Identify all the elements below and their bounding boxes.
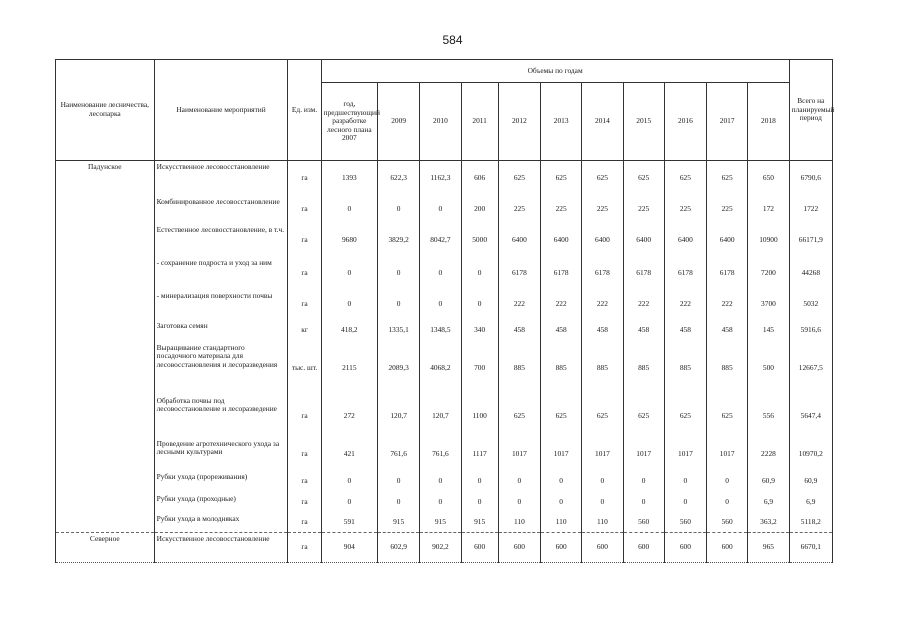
value-cell: 340 — [461, 320, 498, 342]
forestry-name-cell: Падунское — [56, 161, 155, 196]
value-cell: 6178 — [498, 257, 540, 290]
value-cell: 8042,7 — [420, 224, 461, 257]
table-row — [56, 290, 833, 320]
value-cell: 0 — [420, 196, 461, 224]
value-cell: 1335,1 — [378, 320, 420, 342]
value-cell: 6178 — [664, 257, 706, 290]
unit-cell: га — [288, 224, 321, 257]
value-cell: 0 — [582, 471, 623, 493]
header-activity: Наименование мероприятий — [154, 60, 288, 161]
value-cell: 1117 — [461, 438, 498, 471]
value-cell: 625 — [707, 395, 748, 438]
value-cell: 915 — [378, 513, 420, 533]
value-cell: 0 — [461, 471, 498, 493]
value-cell: 600 — [498, 533, 540, 563]
value-cell: 2115 — [321, 342, 377, 395]
header-prev-year: год, предшествующий разработке лесного плана 2007 — [321, 83, 377, 161]
value-cell: 0 — [707, 471, 748, 493]
unit-cell: га — [288, 471, 321, 493]
value-cell: 625 — [541, 395, 582, 438]
total-cell: 66171,9 — [789, 224, 832, 257]
value-cell: 6178 — [582, 257, 623, 290]
value-cell: 6400 — [707, 224, 748, 257]
value-cell: 110 — [498, 513, 540, 533]
value-cell: 145 — [748, 320, 789, 342]
value-cell: 885 — [664, 342, 706, 395]
value-cell: 885 — [582, 342, 623, 395]
activity-cell: - минерализация поверхности почвы — [154, 290, 288, 320]
activity-cell: Искусственное лесовосстановление — [154, 533, 288, 563]
value-cell: 0 — [321, 196, 377, 224]
value-cell: 222 — [541, 290, 582, 320]
value-cell: 902,2 — [420, 533, 461, 563]
table-row — [56, 342, 833, 395]
forestry-name-cell — [56, 224, 155, 257]
unit-cell: га — [288, 257, 321, 290]
forestry-name-cell — [56, 395, 155, 438]
value-cell: 458 — [541, 320, 582, 342]
value-cell: 1017 — [582, 438, 623, 471]
value-cell: 1017 — [623, 438, 664, 471]
header-year: 2016 — [664, 83, 706, 161]
value-cell: 6400 — [664, 224, 706, 257]
unit-cell: кг — [288, 320, 321, 342]
total-cell: 44268 — [789, 257, 832, 290]
value-cell: 9680 — [321, 224, 377, 257]
table-row — [56, 224, 833, 257]
forestry-name-cell — [56, 290, 155, 320]
value-cell: 0 — [378, 196, 420, 224]
activity-cell: Рубки ухода (проходные) — [154, 493, 288, 513]
value-cell: 622,3 — [378, 161, 420, 196]
value-cell: 458 — [707, 320, 748, 342]
value-cell: 0 — [378, 290, 420, 320]
value-cell: 600 — [623, 533, 664, 563]
value-cell: 2089,3 — [378, 342, 420, 395]
forest-activities-table — [55, 59, 833, 563]
forestry-name-cell — [56, 342, 155, 395]
value-cell: 650 — [748, 161, 789, 196]
value-cell: 625 — [541, 161, 582, 196]
value-cell: 761,6 — [420, 438, 461, 471]
value-cell: 915 — [420, 513, 461, 533]
value-cell: 0 — [420, 493, 461, 513]
value-cell: 625 — [582, 395, 623, 438]
value-cell: 272 — [321, 395, 377, 438]
value-cell: 0 — [378, 471, 420, 493]
activity-cell: Выращивание стандартного посадочного материала для лесовосстановления и лесоразведения — [154, 342, 288, 395]
value-cell: 625 — [498, 161, 540, 196]
value-cell: 0 — [582, 493, 623, 513]
table-row — [56, 320, 833, 342]
table-row — [56, 438, 833, 471]
value-cell: 363,2 — [748, 513, 789, 533]
total-cell: 10970,2 — [789, 438, 832, 471]
value-cell: 6178 — [541, 257, 582, 290]
header-year: 2018 — [748, 83, 789, 161]
forestry-name-cell: Северное — [56, 533, 155, 563]
unit-cell: га — [288, 161, 321, 196]
activity-cell: Проведение агротехнического ухода за лесными культурами — [154, 438, 288, 471]
table-row — [56, 513, 833, 533]
header-year: 2011 — [461, 83, 498, 161]
value-cell: 6178 — [623, 257, 664, 290]
value-cell: 421 — [321, 438, 377, 471]
total-cell: 60,9 — [789, 471, 832, 493]
value-cell: 7200 — [748, 257, 789, 290]
value-cell: 602,9 — [378, 533, 420, 563]
value-cell: 560 — [664, 513, 706, 533]
value-cell: 0 — [498, 471, 540, 493]
page-number: 584 — [442, 33, 463, 47]
value-cell: 60,9 — [748, 471, 789, 493]
value-cell: 1393 — [321, 161, 377, 196]
value-cell: 110 — [582, 513, 623, 533]
value-cell: 625 — [498, 395, 540, 438]
value-cell: 222 — [664, 290, 706, 320]
activity-cell: - сохранение подроста и уход за ним — [154, 257, 288, 290]
value-cell: 0 — [623, 471, 664, 493]
value-cell: 0 — [321, 471, 377, 493]
value-cell: 6400 — [498, 224, 540, 257]
value-cell: 500 — [748, 342, 789, 395]
unit-cell: га — [288, 196, 321, 224]
value-cell: 5000 — [461, 224, 498, 257]
value-cell: 6400 — [582, 224, 623, 257]
value-cell: 885 — [498, 342, 540, 395]
total-cell: 5916,6 — [789, 320, 832, 342]
forestry-name-cell — [56, 438, 155, 471]
value-cell: 0 — [321, 290, 377, 320]
value-cell: 458 — [498, 320, 540, 342]
header-year: 2010 — [420, 83, 461, 161]
forestry-name-cell — [56, 471, 155, 493]
forestry-name-cell — [56, 196, 155, 224]
value-cell: 625 — [664, 395, 706, 438]
total-cell: 6670,1 — [789, 533, 832, 563]
total-cell: 5647,4 — [789, 395, 832, 438]
value-cell: 120,7 — [378, 395, 420, 438]
value-cell: 0 — [420, 290, 461, 320]
value-cell: 225 — [623, 196, 664, 224]
activity-cell: Естественное лесовосстановление, в т.ч. — [154, 224, 288, 257]
header-volumes: Объемы по годам — [321, 60, 789, 83]
total-cell: 1722 — [789, 196, 832, 224]
unit-cell: га — [288, 290, 321, 320]
table-row — [56, 257, 833, 290]
value-cell: 600 — [664, 533, 706, 563]
table-row — [56, 471, 833, 493]
header-year: 2015 — [623, 83, 664, 161]
value-cell: 222 — [707, 290, 748, 320]
value-cell: 225 — [541, 196, 582, 224]
value-cell: 172 — [748, 196, 789, 224]
table-row — [56, 196, 833, 224]
value-cell: 1348,5 — [420, 320, 461, 342]
total-cell: 12667,5 — [789, 342, 832, 395]
total-cell: 5118,2 — [789, 513, 832, 533]
value-cell: 560 — [623, 513, 664, 533]
value-cell: 225 — [707, 196, 748, 224]
unit-cell: га — [288, 533, 321, 563]
value-cell: 915 — [461, 513, 498, 533]
value-cell: 600 — [582, 533, 623, 563]
value-cell: 0 — [420, 471, 461, 493]
value-cell: 10900 — [748, 224, 789, 257]
table-row — [56, 533, 833, 563]
activity-cell: Рубки ухода (прореживания) — [154, 471, 288, 493]
value-cell: 458 — [623, 320, 664, 342]
value-cell: 1017 — [707, 438, 748, 471]
header-year: 2014 — [582, 83, 623, 161]
value-cell: 0 — [623, 493, 664, 513]
value-cell: 885 — [707, 342, 748, 395]
unit-cell: га — [288, 493, 321, 513]
activity-cell: Комбинированное лесовосстановление — [154, 196, 288, 224]
value-cell: 222 — [623, 290, 664, 320]
forestry-name-cell — [56, 493, 155, 513]
value-cell: 1017 — [498, 438, 540, 471]
value-cell: 1017 — [664, 438, 706, 471]
value-cell: 458 — [664, 320, 706, 342]
value-cell: 761,6 — [378, 438, 420, 471]
value-cell: 0 — [461, 257, 498, 290]
activity-cell: Рубки ухода в молодняках — [154, 513, 288, 533]
value-cell: 0 — [461, 290, 498, 320]
value-cell: 904 — [321, 533, 377, 563]
forestry-name-cell — [56, 320, 155, 342]
unit-cell: га — [288, 438, 321, 471]
unit-cell: га — [288, 513, 321, 533]
table-row — [56, 395, 833, 438]
header-total: Всего на планируемый период — [789, 60, 832, 161]
forestry-name-cell — [56, 513, 155, 533]
total-cell: 6,9 — [789, 493, 832, 513]
activity-cell: Искусственное лесовосстановление — [154, 161, 288, 196]
value-cell: 1162,3 — [420, 161, 461, 196]
value-cell: 0 — [664, 493, 706, 513]
value-cell: 222 — [582, 290, 623, 320]
value-cell: 4068,2 — [420, 342, 461, 395]
total-cell: 6790,6 — [789, 161, 832, 196]
value-cell: 6,9 — [748, 493, 789, 513]
value-cell: 0 — [321, 493, 377, 513]
value-cell: 225 — [582, 196, 623, 224]
table-row — [56, 161, 833, 196]
value-cell: 6178 — [707, 257, 748, 290]
value-cell: 1100 — [461, 395, 498, 438]
value-cell: 0 — [378, 493, 420, 513]
value-cell: 625 — [664, 161, 706, 196]
value-cell: 600 — [707, 533, 748, 563]
value-cell: 625 — [707, 161, 748, 196]
value-cell: 1017 — [541, 438, 582, 471]
value-cell: 885 — [541, 342, 582, 395]
header-forestry: Наименование лесничества, лесопарка — [56, 60, 155, 161]
value-cell: 418,2 — [321, 320, 377, 342]
value-cell: 625 — [582, 161, 623, 196]
value-cell: 625 — [623, 395, 664, 438]
value-cell: 0 — [541, 471, 582, 493]
header-unit: Ед. изм. — [288, 60, 321, 161]
value-cell: 606 — [461, 161, 498, 196]
value-cell: 0 — [321, 257, 377, 290]
value-cell: 3700 — [748, 290, 789, 320]
value-cell: 0 — [461, 493, 498, 513]
header-year: 2017 — [707, 83, 748, 161]
value-cell: 600 — [541, 533, 582, 563]
value-cell: 0 — [541, 493, 582, 513]
value-cell: 200 — [461, 196, 498, 224]
header-year: 2013 — [541, 83, 582, 161]
value-cell: 6400 — [623, 224, 664, 257]
value-cell: 0 — [420, 257, 461, 290]
value-cell: 3829,2 — [378, 224, 420, 257]
value-cell: 556 — [748, 395, 789, 438]
value-cell: 0 — [378, 257, 420, 290]
value-cell: 225 — [664, 196, 706, 224]
total-cell: 5032 — [789, 290, 832, 320]
unit-cell: га — [288, 395, 321, 438]
header-year: 2009 — [378, 83, 420, 161]
value-cell: 625 — [623, 161, 664, 196]
value-cell: 222 — [498, 290, 540, 320]
value-cell: 0 — [498, 493, 540, 513]
value-cell: 600 — [461, 533, 498, 563]
value-cell: 110 — [541, 513, 582, 533]
unit-cell: тыс. шт. — [288, 342, 321, 395]
value-cell: 0 — [664, 471, 706, 493]
value-cell: 965 — [748, 533, 789, 563]
value-cell: 560 — [707, 513, 748, 533]
value-cell: 120,7 — [420, 395, 461, 438]
table-row — [56, 493, 833, 513]
activity-cell: Обработка почвы под лесовосстановление и лесоразведение — [154, 395, 288, 438]
value-cell: 0 — [707, 493, 748, 513]
value-cell: 700 — [461, 342, 498, 395]
value-cell: 458 — [582, 320, 623, 342]
value-cell: 6400 — [541, 224, 582, 257]
value-cell: 2228 — [748, 438, 789, 471]
header-year: 2012 — [498, 83, 540, 161]
value-cell: 885 — [623, 342, 664, 395]
value-cell: 591 — [321, 513, 377, 533]
forestry-name-cell — [56, 257, 155, 290]
value-cell: 225 — [498, 196, 540, 224]
activity-cell: Заготовка семян — [154, 320, 288, 342]
